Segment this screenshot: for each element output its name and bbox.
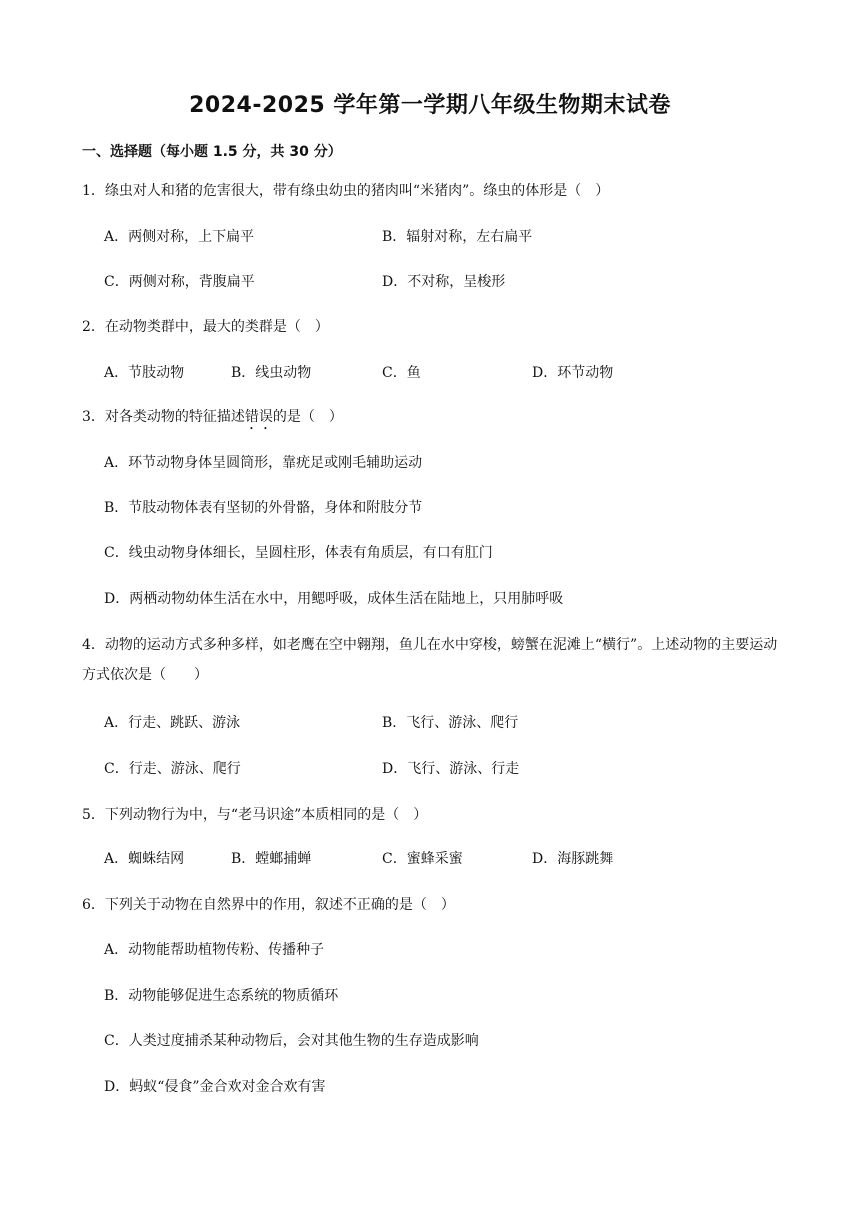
exam-title: 2024-2025 学年第一学期八年级生物期末试卷	[189, 93, 671, 118]
option-c: C．两侧对称，背腹扁平	[104, 274, 255, 290]
question-stem: 5．下列动物行为中，与“老马识途”本质相同的是（ ）	[82, 807, 428, 823]
option-d: D．飞行、游泳、行走	[382, 761, 520, 777]
option-d: D．不对称，呈梭形	[382, 274, 506, 290]
stem-text: 3．对各类动物的特征描述	[82, 409, 245, 425]
stem-text: 的是（ ）	[272, 409, 343, 425]
question-stem: 4．动物的运动方式多种多样，如老鹰在空中翱翔，鱼儿在水中穿梭，螃蟹在泥滩上“横行”。上述动物的主要运动方式依次是（ ）	[82, 637, 778, 683]
option-b: B．飞行、游泳、爬行	[382, 715, 519, 731]
option-c: C．鱼	[382, 365, 421, 381]
option-a: A．蜘蛛结网	[104, 851, 185, 867]
question-stem: 1．绦虫对人和猪的危害很大，带有绦虫幼虫的猪肉叫“米猪肉”。绦虫的体形是（ ）	[82, 183, 610, 199]
question-stem: 2．在动物类群中，最大的类群是（ ）	[82, 319, 329, 335]
option-d: D．环节动物	[532, 365, 614, 381]
option-b: B．节肢动物体表有坚韧的外骨骼，身体和附肢分节	[104, 500, 423, 516]
option-c: C．线虫动物身体细长，呈圆柱形，体表有角质层，有口有肛门	[104, 545, 493, 561]
option-c: C．行走、游泳、爬行	[104, 761, 241, 777]
question-stem: 6．下列关于动物在自然界中的作用，叙述不正确的是（ ）	[82, 897, 455, 913]
option-b: B．辐射对称，左右扁平	[382, 229, 533, 245]
option-b: B．螳螂捕蝉	[231, 851, 312, 867]
option-a: A．两侧对称，上下扁平	[104, 229, 255, 245]
option-a: A．动物能帮助植物传粉、传播种子	[104, 942, 325, 958]
option-b: B．动物能够促进生态系统的物质循环	[104, 988, 339, 1004]
option-a: A．环节动物身体呈圆筒形，靠疣足或刚毛辅助运动	[104, 455, 423, 471]
option-c: C．蜜蜂采蜜	[382, 851, 463, 867]
option-b: B．线虫动物	[231, 365, 312, 381]
option-c: C．人类过度捕杀某种动物后，会对其他生物的生存造成影响	[104, 1033, 479, 1049]
option-a: A．行走、跳跃、游泳	[104, 715, 241, 731]
emphasized-word: 错误	[244, 409, 273, 425]
option-d: D．两栖动物幼体生活在水中，用鳃呼吸，成体生活在陆地上，只用肺呼吸	[104, 591, 564, 607]
question-stem	[82, 402, 782, 433]
option-d: D．蚂蚁“侵食”金合欢对金合欢有害	[104, 1079, 326, 1095]
option-d: D．海豚跳舞	[532, 851, 614, 867]
option-a: A．节肢动物	[104, 365, 185, 381]
section-heading: 一、选择题（每小题 1.5 分，共 30 分）	[82, 144, 342, 160]
